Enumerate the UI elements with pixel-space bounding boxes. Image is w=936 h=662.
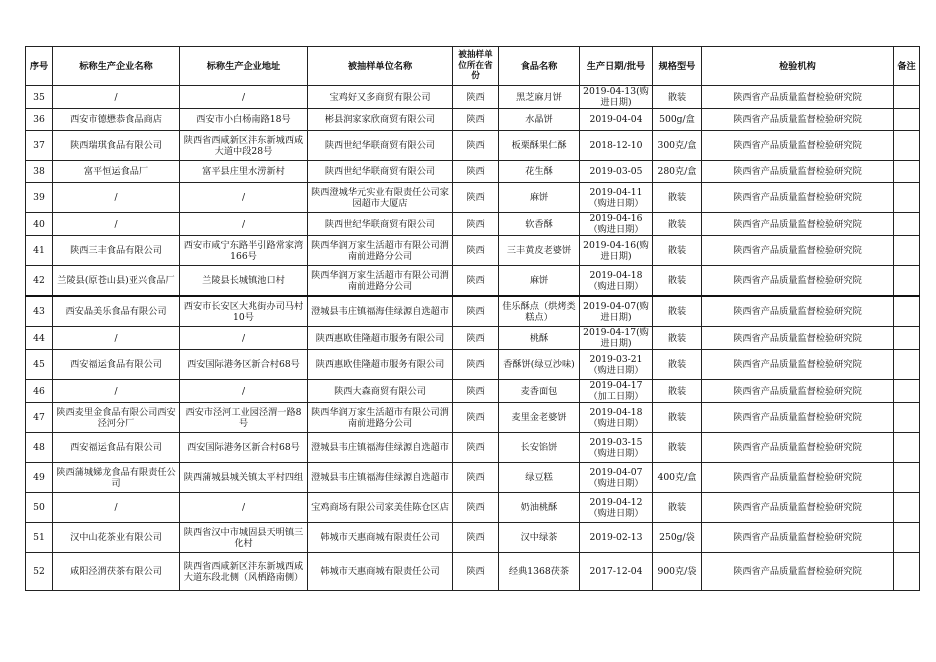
province-cell: 陕西 (453, 403, 499, 433)
remarks-cell (894, 350, 920, 380)
spec-cell: 散装 (653, 236, 702, 266)
spec-cell: 散装 (653, 183, 702, 213)
inspection-agency-cell: 陕西省产品质量监督检验研究院 (702, 296, 894, 327)
province-cell: 陕西 (453, 86, 499, 109)
sampled-unit-cell: 澄城县韦庄镇福海佳绿源自选超市 (308, 296, 453, 327)
table-row (26, 523, 920, 553)
food-name-cell: 汉中绿茶 (499, 523, 580, 553)
table-row (26, 236, 920, 266)
header-serial-no: 序号 (26, 47, 53, 86)
table-row (26, 213, 920, 236)
inspection-agency-cell: 陕西省产品质量监督检验研究院 (702, 380, 894, 403)
producer-name-cell: 陕西瑞琪食品有限公司 (53, 131, 180, 161)
producer-address-cell: 陕西省汉中市城固县天明镇三化村 (180, 523, 308, 553)
producer-name-cell: 富平恒运食品厂 (53, 161, 180, 183)
food-name-cell: 黑芝麻月饼 (499, 86, 580, 109)
producer-name-cell: 西安福运食品有限公司 (53, 350, 180, 380)
spec-cell: 散装 (653, 296, 702, 327)
serial-no-cell: 42 (26, 266, 53, 297)
spec-cell: 散装 (653, 213, 702, 236)
serial-no-cell: 41 (26, 236, 53, 266)
production-date-cell: 2019-04-04 (580, 109, 653, 131)
spec-cell: 散装 (653, 266, 702, 297)
table-row (26, 131, 920, 161)
food-name-cell: 长安馅饼 (499, 433, 580, 463)
table-row (26, 553, 920, 591)
food-name-cell: 奶油桃酥 (499, 493, 580, 523)
province-cell: 陕西 (453, 433, 499, 463)
header-inspection-agency: 检验机构 (702, 47, 894, 86)
inspection-agency-cell: 陕西省产品质量监督检验研究院 (702, 327, 894, 350)
spec-cell: 900克/袋 (653, 553, 702, 591)
serial-no-cell: 45 (26, 350, 53, 380)
sampling-results-table (25, 46, 920, 591)
inspection-agency-cell: 陕西省产品质量监督检验研究院 (702, 86, 894, 109)
remarks-cell (894, 266, 920, 297)
serial-no-cell: 51 (26, 523, 53, 553)
producer-name-cell: / (53, 327, 180, 350)
producer-address-cell: / (180, 327, 308, 350)
producer-address-cell: 兰陵县长城镇池口村 (180, 266, 308, 297)
province-cell: 陕西 (453, 493, 499, 523)
production-date-cell: 2019-04-18（购进日期） (580, 403, 653, 433)
producer-name-cell: 陕西蒲城娣龙食品有限责任公司 (53, 463, 180, 493)
producer-address-cell: 陕西蒲城县城关镇太平村四组 (180, 463, 308, 493)
serial-no-cell: 47 (26, 403, 53, 433)
province-cell: 陕西 (453, 327, 499, 350)
food-name-cell: 花生酥 (499, 161, 580, 183)
province-cell: 陕西 (453, 463, 499, 493)
serial-no-cell: 43 (26, 296, 53, 327)
producer-address-cell: / (180, 380, 308, 403)
spec-cell: 散装 (653, 493, 702, 523)
remarks-cell (894, 553, 920, 591)
table-row (26, 109, 920, 131)
table-row (26, 380, 920, 403)
inspection-agency-cell: 陕西省产品质量监督检验研究院 (702, 523, 894, 553)
producer-address-cell: 陕西省西咸新区沣东新城西咸大道东段北侧（风栖路南侧） (180, 553, 308, 591)
food-name-cell: 麦里金老婆饼 (499, 403, 580, 433)
producer-address-cell: 西安国际港务区新合村68号 (180, 350, 308, 380)
province-cell: 陕西 (453, 183, 499, 213)
sampled-unit-cell: 陕西华润万家生活超市有限公司渭南前进路分公司 (308, 266, 453, 297)
serial-no-cell: 49 (26, 463, 53, 493)
remarks-cell (894, 463, 920, 493)
serial-no-cell: 50 (26, 493, 53, 523)
remarks-cell (894, 183, 920, 213)
producer-address-cell: 西安国际港务区新合村68号 (180, 433, 308, 463)
food-name-cell: 水晶饼 (499, 109, 580, 131)
food-name-cell: 佳乐酥点（烘烤类糕点） (499, 296, 580, 327)
sampled-unit-cell: 陕西世纪华联商贸有限公司 (308, 213, 453, 236)
serial-no-cell: 37 (26, 131, 53, 161)
table-row (26, 327, 920, 350)
spec-cell: 散装 (653, 403, 702, 433)
producer-address-cell: 西安市泾河工业园泾渭一路8号 (180, 403, 308, 433)
spec-cell: 散装 (653, 380, 702, 403)
producer-address-cell: 陕西省西咸新区沣东新城西咸大道中段28号 (180, 131, 308, 161)
producer-name-cell: 汉中山花茶业有限公司 (53, 523, 180, 553)
remarks-cell (894, 131, 920, 161)
serial-no-cell: 35 (26, 86, 53, 109)
sampled-unit-cell: 陕西大森商贸有限公司 (308, 380, 453, 403)
header-production-date: 生产日期/批号 (580, 47, 653, 86)
production-date-cell: 2019-04-17（加工日期） (580, 380, 653, 403)
header-producer-name: 标称生产企业名称 (53, 47, 180, 86)
province-cell: 陕西 (453, 553, 499, 591)
sampled-unit-cell: 陕西惠欧佳隆超市服务有限公司 (308, 350, 453, 380)
table-row (26, 161, 920, 183)
production-date-cell: 2019-04-16(购进日期) (580, 236, 653, 266)
inspection-agency-cell: 陕西省产品质量监督检验研究院 (702, 403, 894, 433)
production-date-cell: 2019-03-21（购进日期） (580, 350, 653, 380)
province-cell: 陕西 (453, 109, 499, 131)
remarks-cell (894, 109, 920, 131)
sampled-unit-cell: 韩城市天惠商城有限责任公司 (308, 553, 453, 591)
producer-name-cell: 兰陵县(原苍山县)亚兴食品厂 (53, 266, 180, 297)
table-row (26, 350, 920, 380)
inspection-agency-cell: 陕西省产品质量监督检验研究院 (702, 183, 894, 213)
province-cell: 陕西 (453, 523, 499, 553)
producer-name-cell: / (53, 380, 180, 403)
producer-address-cell: / (180, 493, 308, 523)
province-cell: 陕西 (453, 350, 499, 380)
remarks-cell (894, 161, 920, 183)
header-remarks: 备注 (894, 47, 920, 86)
table-row (26, 403, 920, 433)
inspection-agency-cell: 陕西省产品质量监督检验研究院 (702, 493, 894, 523)
province-cell: 陕西 (453, 380, 499, 403)
sampled-unit-cell: 陕西世纪华联商贸有限公司 (308, 161, 453, 183)
food-name-cell: 板栗酥果仁酥 (499, 131, 580, 161)
producer-address-cell: 西安市小白杨南路18号 (180, 109, 308, 131)
sampled-unit-cell: 宝鸡商场有限公司家美佳陈仓区店 (308, 493, 453, 523)
remarks-cell (894, 296, 920, 327)
province-cell: 陕西 (453, 296, 499, 327)
spec-cell: 散装 (653, 433, 702, 463)
header-producer-address: 标称生产企业地址 (180, 47, 308, 86)
serial-no-cell: 48 (26, 433, 53, 463)
production-date-cell: 2019-02-13 (580, 523, 653, 553)
producer-name-cell: 西安市德懋恭食品商店 (53, 109, 180, 131)
producer-address-cell: 富平县庄里水涝新村 (180, 161, 308, 183)
production-date-cell: 2019-04-16（购进日期） (580, 213, 653, 236)
province-cell: 陕西 (453, 161, 499, 183)
inspection-agency-cell: 陕西省产品质量监督检验研究院 (702, 161, 894, 183)
remarks-cell (894, 86, 920, 109)
table-row (26, 463, 920, 493)
producer-address-cell: / (180, 183, 308, 213)
food-name-cell: 经典1368茯茶 (499, 553, 580, 591)
production-date-cell: 2019-04-13(购进日期) (580, 86, 653, 109)
sampled-unit-cell: 澄城县韦庄镇福海佳绿源自选超市 (308, 433, 453, 463)
food-name-cell: 三丰黄皮老婆饼 (499, 236, 580, 266)
table-body (26, 86, 920, 591)
spec-cell: 散装 (653, 327, 702, 350)
spec-cell: 250g/袋 (653, 523, 702, 553)
sampled-unit-cell: 陕西华润万家生活超市有限公司渭南前进路分公司 (308, 236, 453, 266)
header-spec: 规格型号 (653, 47, 702, 86)
sampled-unit-cell: 陕西惠欧佳隆超市服务有限公司 (308, 327, 453, 350)
producer-name-cell: / (53, 213, 180, 236)
serial-no-cell: 40 (26, 213, 53, 236)
production-date-cell: 2017-12-04 (580, 553, 653, 591)
table-row (26, 493, 920, 523)
remarks-cell (894, 433, 920, 463)
production-date-cell: 2019-03-05 (580, 161, 653, 183)
table-header (26, 47, 920, 86)
inspection-agency-cell: 陕西省产品质量监督检验研究院 (702, 236, 894, 266)
remarks-cell (894, 493, 920, 523)
production-date-cell: 2019-04-07(购进日期) (580, 296, 653, 327)
inspection-agency-cell: 陕西省产品质量监督检验研究院 (702, 463, 894, 493)
production-date-cell: 2019-04-12（购进日期） (580, 493, 653, 523)
remarks-cell (894, 236, 920, 266)
sampled-unit-cell: 澄城县韦庄镇福海佳绿源自选超市 (308, 463, 453, 493)
table-row (26, 266, 920, 297)
inspection-agency-cell: 陕西省产品质量监督检验研究院 (702, 109, 894, 131)
production-date-cell: 2019-04-07（购进日期） (580, 463, 653, 493)
table-row (26, 433, 920, 463)
header-food-name: 食品名称 (499, 47, 580, 86)
production-date-cell: 2019-03-15（购进日期） (580, 433, 653, 463)
table-row (26, 86, 920, 109)
inspection-agency-cell: 陕西省产品质量监督检验研究院 (702, 131, 894, 161)
producer-name-cell: / (53, 183, 180, 213)
province-cell: 陕西 (453, 131, 499, 161)
producer-name-cell: 陕西三丰食品有限公司 (53, 236, 180, 266)
sampled-unit-cell: 宝鸡好又多商贸有限公司 (308, 86, 453, 109)
remarks-cell (894, 523, 920, 553)
food-name-cell: 桃酥 (499, 327, 580, 350)
remarks-cell (894, 380, 920, 403)
producer-address-cell: / (180, 86, 308, 109)
remarks-cell (894, 327, 920, 350)
remarks-cell (894, 403, 920, 433)
serial-no-cell: 39 (26, 183, 53, 213)
inspection-agency-cell: 陕西省产品质量监督检验研究院 (702, 433, 894, 463)
producer-name-cell: / (53, 86, 180, 109)
sampled-unit-cell: 陕西世纪华联商贸有限公司 (308, 131, 453, 161)
serial-no-cell: 36 (26, 109, 53, 131)
food-name-cell: 麻饼 (499, 266, 580, 297)
producer-name-cell: 陕西麦里金食品有限公司西安泾河分厂 (53, 403, 180, 433)
food-name-cell: 香酥饼(绿豆沙味) (499, 350, 580, 380)
header-sampled-unit: 被抽样单位名称 (308, 47, 453, 86)
table-row (26, 296, 920, 327)
sampled-unit-cell: 陕西华润万家生活超市有限公司渭南前进路分公司 (308, 403, 453, 433)
province-cell: 陕西 (453, 236, 499, 266)
spec-cell: 散装 (653, 350, 702, 380)
spec-cell: 280克/盒 (653, 161, 702, 183)
serial-no-cell: 44 (26, 327, 53, 350)
production-date-cell: 2019-04-18（购进日期） (580, 266, 653, 297)
food-name-cell: 麻饼 (499, 183, 580, 213)
production-date-cell: 2019-04-17(购进日期) (580, 327, 653, 350)
food-name-cell: 软香酥 (499, 213, 580, 236)
sampled-unit-cell: 彬县润家家欣商贸有限公司 (308, 109, 453, 131)
serial-no-cell: 46 (26, 380, 53, 403)
producer-name-cell: / (53, 493, 180, 523)
sampled-unit-cell: 陕西澄城华元实业有限责任公司家园超市大厦店 (308, 183, 453, 213)
producer-address-cell: / (180, 213, 308, 236)
table-row (26, 183, 920, 213)
producer-name-cell: 咸阳泾渭茯茶有限公司 (53, 553, 180, 591)
production-date-cell: 2018-12-10 (580, 131, 653, 161)
spec-cell: 400克/盒 (653, 463, 702, 493)
spec-cell: 300克/盒 (653, 131, 702, 161)
inspection-agency-cell: 陕西省产品质量监督检验研究院 (702, 553, 894, 591)
inspection-agency-cell: 陕西省产品质量监督检验研究院 (702, 350, 894, 380)
serial-no-cell: 38 (26, 161, 53, 183)
production-date-cell: 2019-04-11（购进日期） (580, 183, 653, 213)
producer-address-cell: 西安市咸宁东路半引路常家湾166号 (180, 236, 308, 266)
province-cell: 陕西 (453, 213, 499, 236)
producer-name-cell: 西安福运食品有限公司 (53, 433, 180, 463)
header-sampled-province: 被抽样单位所在省份 (453, 47, 499, 86)
producer-address-cell: 西安市长安区大兆街办司马村10号 (180, 296, 308, 327)
inspection-agency-cell: 陕西省产品质量监督检验研究院 (702, 266, 894, 297)
header-row (26, 47, 920, 86)
producer-name-cell: 西安晶美乐食品有限公司 (53, 296, 180, 327)
food-name-cell: 绿豆糕 (499, 463, 580, 493)
remarks-cell (894, 213, 920, 236)
province-cell: 陕西 (453, 266, 499, 297)
food-name-cell: 麦香面包 (499, 380, 580, 403)
spec-cell: 散装 (653, 86, 702, 109)
sampled-unit-cell: 韩城市天惠商城有限责任公司 (308, 523, 453, 553)
serial-no-cell: 52 (26, 553, 53, 591)
inspection-agency-cell: 陕西省产品质量监督检验研究院 (702, 213, 894, 236)
spec-cell: 500g/盒 (653, 109, 702, 131)
